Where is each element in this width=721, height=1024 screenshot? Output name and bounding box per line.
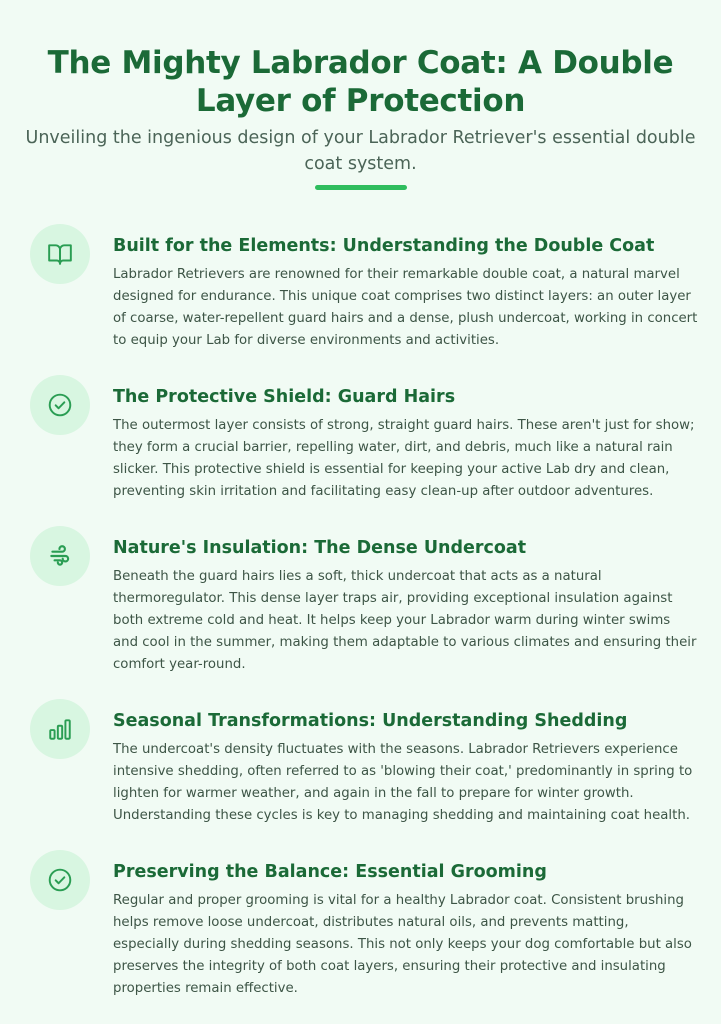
- section-body: [113, 385, 698, 503]
- section-text: The outermost layer consists of strong, straight guard hairs. These aren't just for show; they form a crucial barrier, repelling water, dirt, and debris, much like a natural rain slicker. This protective shield is essential for keeping your active Lab dry and clean, preventing skin irritation and facilitating easy clean-up after outdoor adventures.: [113, 418, 695, 499]
- section-title: Preserving the Balance: Essential Grooming: [113, 862, 547, 882]
- bar-chart-icon: [30, 699, 90, 759]
- section-title: The Protective Shield: Guard Hairs: [113, 387, 456, 407]
- section-title: Seasonal Transformations: Understanding Shedding: [113, 711, 628, 731]
- check-circle-icon: [30, 375, 90, 435]
- section-title: Nature's Insulation: The Dense Undercoat: [113, 538, 527, 558]
- section-text: Labrador Retrievers are renowned for their remarkable double coat, a natural marvel designed for endurance. This unique coat comprises two distinct layers: an outer layer of coarse, water-repellent guard hairs and a dense, plush undercoat, working in concert to equip your Lab for diverse environments and activities.: [113, 267, 698, 348]
- check-circle-icon: [30, 850, 90, 910]
- section-text: The undercoat's density fluctuates with the seasons. Labrador Retrievers experience intensive shedding, often referred to as 'blowing their coat,' predominantly in spring to lighten for warmer weather, and again in the fall to prepare for winter growth. Understanding these cycles is key to managing shedding and maintaining coat health.: [113, 742, 693, 823]
- wind-icon: [30, 526, 90, 586]
- page-subtitle: Unveiling the ingenious design of your Labrador Retriever's essential double coat system.: [25, 128, 696, 174]
- header: [0, 44, 721, 190]
- page-title: The Mighty Labrador Coat: A Double Layer of Protection: [47, 45, 674, 119]
- section-body: [113, 536, 698, 676]
- section-body: [113, 234, 698, 352]
- section-body: [113, 860, 698, 1000]
- section-text: Beneath the guard hairs lies a soft, thick undercoat that acts as a natural thermoregulator. This dense layer traps air, providing exceptional insulation against both extreme cold and heat. It helps keep your Labrador warm during winter swims and cool in the summer, making them adaptable to various climates and ensuring their comfort year-round.: [113, 569, 697, 672]
- section-text: Regular and proper grooming is vital for a healthy Labrador coat. Consistent brushing helps remove loose undercoat, distributes natural oils, and prevents matting, especially during shedding seasons. This not only keeps your dog comfortable but also preserves the integrity of both coat layers, ensuring their protective and insulating properties remain effective.: [113, 893, 692, 996]
- book-open-icon: [30, 224, 90, 284]
- section-title: Built for the Elements: Understanding the Double Coat: [113, 236, 655, 256]
- title-underline: [315, 185, 407, 190]
- section-body: [113, 709, 698, 827]
